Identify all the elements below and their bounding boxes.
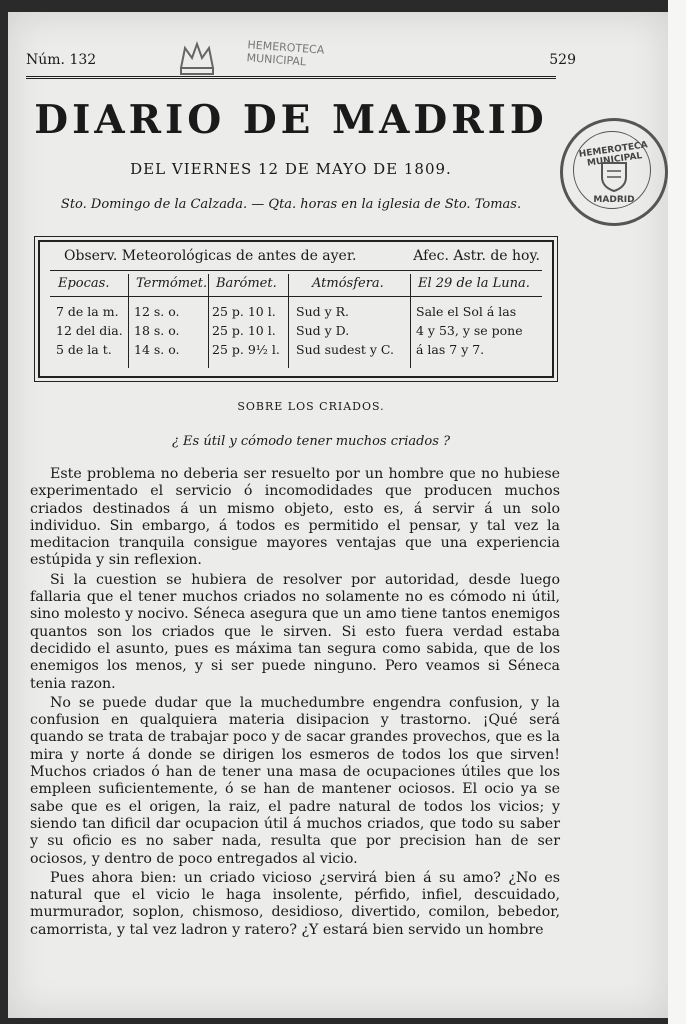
article-body xyxy=(30,466,560,941)
weather-divider xyxy=(410,274,411,368)
weather-rule xyxy=(50,270,542,271)
shield-icon xyxy=(599,159,629,193)
municipal-stamp xyxy=(560,118,668,226)
col-atmosfera: Atmósfera. xyxy=(312,276,384,291)
page-edge xyxy=(668,0,686,1024)
saints-line: Sto. Domingo de la Calzada. — Qta. horas en la iglesia de Sto. Tomas. xyxy=(60,197,522,212)
cell-baro: 25 p. 9½ l. xyxy=(212,342,280,357)
stamp-label-bottom: MADRID xyxy=(593,195,635,205)
col-termometro: Termómet. xyxy=(136,276,208,291)
astro-heading: Afec. Astr. de hoy. xyxy=(413,248,540,264)
cell-termo: 18 s. o. xyxy=(134,323,180,338)
dateline: DEL VIERNES 12 DE MAYO DE 1809. xyxy=(130,160,452,178)
cell-atmos: Sud sudest y C. xyxy=(296,342,394,357)
cell-atmos: Sud y D. xyxy=(296,323,350,338)
cell-atmos: Sud y R. xyxy=(296,304,350,319)
cell-baro: 25 p. 10 l. xyxy=(212,304,276,319)
cell-epoca: 5 de la t. xyxy=(56,342,112,357)
section-title: SOBRE LOS CRIADOS. xyxy=(237,400,385,413)
col-epocas: Epocas. xyxy=(58,276,110,291)
crown-stamp-icon xyxy=(175,38,219,78)
library-stamp xyxy=(175,38,325,80)
cell-astro: 4 y 53, y se pone xyxy=(416,323,523,338)
page-number: 529 xyxy=(549,52,576,68)
issue-number: Núm. 132 xyxy=(26,52,97,68)
weather-table xyxy=(38,240,554,378)
cell-epoca: 7 de la m. xyxy=(56,304,119,319)
weather-divider xyxy=(288,274,289,368)
cell-termo: 14 s. o. xyxy=(134,342,180,357)
col-luna: El 29 de la Luna. xyxy=(418,276,530,291)
cell-astro: á las 7 y 7. xyxy=(416,342,485,357)
cell-termo: 12 s. o. xyxy=(134,304,180,319)
weather-heading: Observ. Meteorológicas de antes de ayer. xyxy=(64,248,357,264)
stamp-label-top: HEMEROTECA MUNICIPAL xyxy=(578,140,649,169)
article-paragraph: No se puede dudar que la muchedumbre engendra confusion, y la confusion en qualquiera materia disipacion y trastorno. ¡Qué será quando se trata de trabajar poco y de sacar grandes provechos, que es la mira y norte á donde se dirigen los esmeros de todos los que sirven! Muchos criados ó han de tener una masa de ocupaciones útiles que los empleen suficientemente, ó se han de mantener ociosos. El ocio ya se sabe que es el origen, la raiz, el padre natural de todos los vicios; y siendo tan dificil dar ocupacion útil á muchos criados, que todo su saber y su oficio es no saber nada, resulta que por precision han de ser ociosos, y dentro de poco entregados al vicio. xyxy=(30,694,560,867)
weather-divider xyxy=(208,274,209,368)
article-paragraph: Pues ahora bien: un criado vicioso ¿servirá bien á su amo? ¿No es natural que el vicio le haga insolente, pérfido, infiel, descuidado, murmurador, soplon, chismoso, desidioso, divertido, comilon, bebedor, camorrista, y tal vez ladron y ratero? ¿Y estará bien servido un hombre xyxy=(30,869,560,938)
cell-epoca: 12 del dia. xyxy=(56,323,123,338)
cell-baro: 25 p. 10 l. xyxy=(212,323,276,338)
article-question: ¿ Es útil y cómodo tener muchos criados ? xyxy=(171,434,451,449)
stamp-text: HEMEROTECA MUNICIPAL xyxy=(246,38,325,69)
cell-astro: Sale el Sol á las xyxy=(416,304,517,319)
header-rule xyxy=(26,76,556,79)
weather-divider xyxy=(128,274,129,368)
article-paragraph: Si la cuestion se hubiera de resolver por autoridad, desde luego fallaria que el tener muchos criados no solamente no es cómodo ni útil, sino molesto y nocivo. Séneca asegura que un amo tiene tantos enemigos quantos son los criados que le sirven. Si esto fuera verdad estaba decidido el asunto, pues es máxima tan segura como sabida, que de los enemigos los menos, y si ser puede ninguno. Pero veamos si Séneca tenia razon. xyxy=(30,571,560,692)
weather-rule xyxy=(50,296,542,297)
col-barometro: Barómet. xyxy=(216,276,277,291)
article-paragraph: Este problema no deberia ser resuelto por un hombre que no hubiese experimentado el servicio ó incomodidades que producen muchos criados destinados á un mismo objeto, esto es, á servir á un solo individuo. Sin embargo, á todos es permitido el pensar, y tal vez la meditacion tranquila consigue mayores ventajas que una experiencia estúpida y sin reflexion. xyxy=(30,466,560,569)
masthead-title: DIARIO DE MADRID xyxy=(34,97,548,143)
